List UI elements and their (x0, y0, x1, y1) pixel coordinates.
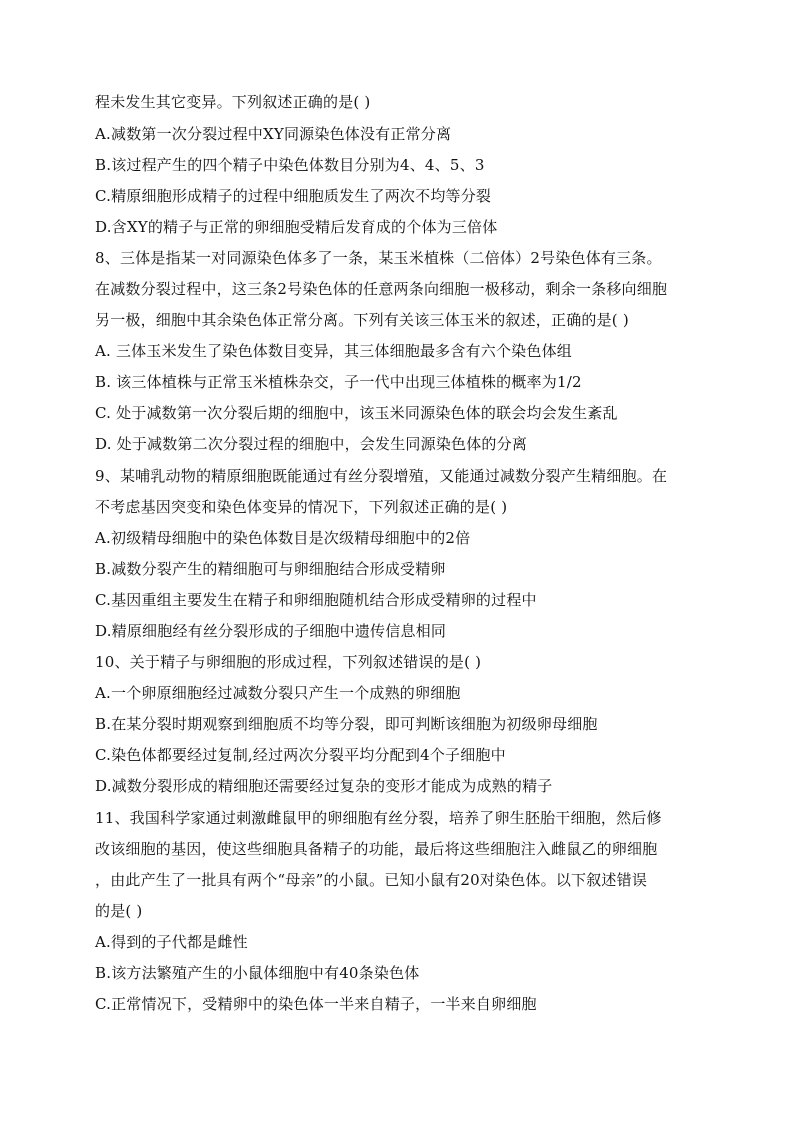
question-9-stem-line-2: 不考虑基因突变和染色体变异的情况下，下列叙述正确的是( ) (95, 498, 508, 516)
question-10-option-d: D.减数分裂形成的精细胞还需要经过复杂的变形才能成为成熟的精子 (95, 777, 553, 795)
question-8-stem-line-3: 另一极，细胞中其余染色体正常分离。下列有关该三体玉米的叙述，正确的是( ) (95, 311, 629, 329)
question-7-option-c: C.精原细胞形成精子的过程中细胞质发生了两次不均等分裂 (95, 187, 492, 205)
question-8-stem-line-1: 8、三体是指某一对同源染色体多了一条，某玉米植株（二倍体）2号染色体有三条。 (95, 249, 662, 267)
question-9-option-c: C.基因重组主要发生在精子和卵细胞随机结合形成受精卵的过程中 (95, 591, 537, 609)
question-9-option-d: D.精原细胞经有丝分裂形成的子细胞中遗传信息相同 (95, 622, 447, 640)
question-8-option-c: C. 处于减数第一次分裂后期的细胞中，该玉米同源染色体的联会均会发生紊乱 (95, 404, 618, 422)
question-10-option-a: A.一个卵原细胞经过减数分裂只产生一个成熟的卵细胞 (95, 684, 461, 702)
question-10-stem: 10、关于精子与卵细胞的形成过程，下列叙述错误的是( ) (95, 653, 482, 671)
question-10-option-b: B.在某分裂时期观察到细胞质不均等分裂，即可判断该细胞为初级卵母细胞 (95, 715, 598, 733)
question-9-option-b: B.减数分裂产生的精细胞可与卵细胞结合形成受精卵 (95, 560, 446, 578)
question-7-option-b: B.该过程产生的四个精子中染色体数目分别为4、4、5、3 (95, 156, 485, 174)
question-9-stem-line-1: 9、某哺乳动物的精原细胞既能通过有丝分裂增殖，又能通过减数分裂产生精细胞。在 (95, 467, 668, 485)
question-8-option-a: A. 三体玉米发生了染色体数目变异，其三体细胞最多含有六个染色体组 (95, 342, 572, 360)
question-11-stem-line-4: 的是( ) (95, 902, 143, 920)
question-8-option-d: D. 处于减数第二次分裂过程的细胞中，会发生同源染色体的分离 (95, 435, 528, 453)
question-9-option-a: A.初级精母细胞中的染色体数目是次级精母细胞中的2倍 (95, 529, 471, 547)
question-7-option-a: A.减数第一次分裂过程中XY同源染色体没有正常分离 (95, 125, 452, 143)
question-8-option-b: B. 该三体植株与正常玉米植株杂交，子一代中出现三体植株的概率为1/2 (95, 373, 582, 391)
question-11-stem-line-2: 改该细胞的基因，使这些细胞具备精子的功能，最后将这些细胞注入雌鼠乙的卵细胞 (95, 840, 658, 858)
question-11-option-c: C.正常情况下，受精卵中的染色体一半来自精子，一半来自卵细胞 (95, 995, 537, 1013)
question-7-stem-end: 程未发生其它变异。下列叙述正确的是( ) (95, 93, 371, 111)
question-11-stem-line-3: ，由此产生了一批具有两个“母亲”的小鼠。已知小鼠有20对染色体。以下叙述错误 (95, 871, 648, 889)
question-11-option-a: A.得到的子代都是雌性 (95, 933, 248, 951)
question-11-stem-line-1: 11、我国科学家通过刺激雌鼠甲的卵细胞有丝分裂，培养了卵生胚胎干细胞，然后修 (95, 809, 662, 827)
question-7-option-d: D.含XY的精子与正常的卵细胞受精后发育成的个体为三倍体 (95, 218, 498, 236)
question-11-option-b: B.该方法繁殖产生的小鼠体细胞中有40条染色体 (95, 964, 420, 982)
question-8-stem-line-2: 在减数分裂过程中，这三条2号染色体的任意两条向细胞一极移动，剩余一条移向细胞 (95, 280, 668, 298)
question-10-option-c: C.染色体都要经过复制,经过两次分裂平均分配到4个子细胞中 (95, 746, 506, 764)
